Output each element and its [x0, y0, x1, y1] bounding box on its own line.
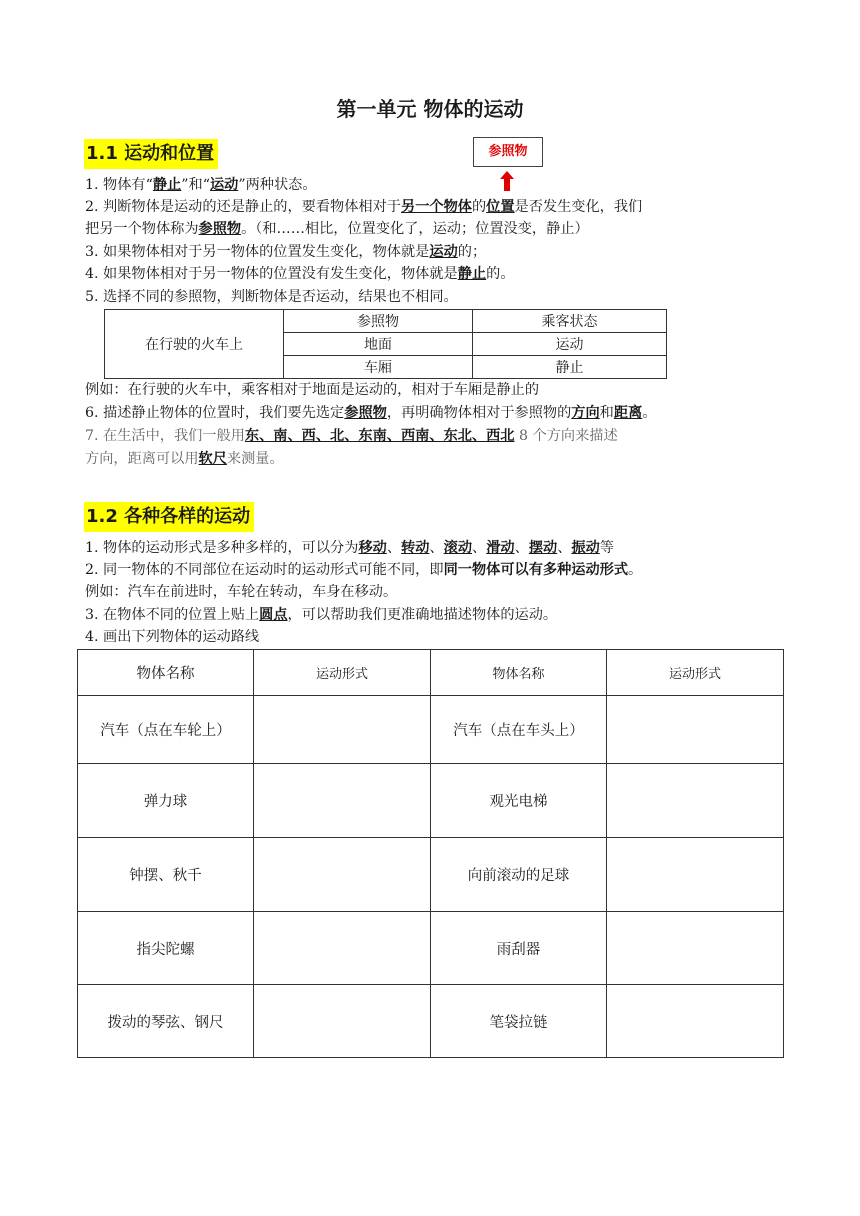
- table-cell: 地面: [284, 333, 473, 356]
- object-name-cell: 向前滚动的足球: [431, 838, 607, 912]
- section-heading-1-1: 1.1 运动和位置: [84, 139, 218, 169]
- table-row: [78, 764, 784, 838]
- text-segment: 、: [386, 540, 402, 556]
- motion-form-cell[interactable]: [607, 985, 784, 1058]
- text-segment: 。（和……相比，位置变化了，运动；位置没变，静止）: [241, 221, 589, 237]
- keyword-text: 滑动: [486, 540, 515, 556]
- text-segment: 。: [628, 562, 643, 578]
- motion-form-cell[interactable]: [254, 696, 431, 764]
- text-segment: 1. 物体的运动形式是多种多样的，可以分为: [85, 540, 359, 556]
- keyword-text: 方向: [571, 405, 600, 421]
- table-cell: 静止: [473, 356, 667, 379]
- line-5: [85, 627, 785, 648]
- line-1: [85, 175, 785, 196]
- motion-path-table: [77, 649, 784, 1058]
- line-3: [85, 219, 785, 240]
- text-segment: 6. 描述静止物体的位置时，我们要先选定: [85, 405, 345, 421]
- text-segment: 7. 在生活中，我们一般用: [85, 428, 245, 444]
- text-segment: 3. 在物体不同的位置上贴上: [85, 607, 260, 623]
- text-segment: 方向，距离可以用: [85, 451, 199, 467]
- motion-form-cell[interactable]: [254, 838, 431, 912]
- table-cell: 车厢: [284, 356, 473, 379]
- text-segment: 2. 判断物体是运动的还是静止的，要看物体相对于: [85, 199, 401, 215]
- text-segment: 的。: [486, 266, 515, 282]
- table-cell: 运动: [473, 333, 667, 356]
- text-segment: 8 个方向来描述: [514, 428, 618, 444]
- table-header-cell: 参照物: [284, 310, 473, 333]
- table-header-cell: 乘客状态: [473, 310, 667, 333]
- text-segment: ，可以帮助我们更准确地描述物体的运动。: [287, 607, 558, 623]
- keyword-text: 另一个物体: [401, 199, 472, 215]
- text-segment: ”两种状态。: [238, 177, 317, 193]
- text-segment: ”和“: [181, 177, 210, 193]
- text-segment: 4. 画出下列物体的运动路线: [85, 629, 260, 645]
- text-segment: 例如：在行驶的火车中，乘客相对于地面是运动的，相对于车厢是静止的: [85, 382, 540, 398]
- reference-object-box: 参照物: [473, 137, 543, 167]
- keyword-text: 转动: [401, 540, 430, 556]
- motion-form-cell[interactable]: [254, 764, 431, 838]
- text-segment: 、: [557, 540, 572, 556]
- line-6: [85, 287, 785, 308]
- text-segment: 的: [471, 199, 487, 215]
- table-row: [78, 985, 784, 1058]
- table-header-cell: 物体名称: [431, 650, 607, 696]
- object-name-cell: 笔袋拉链: [431, 985, 607, 1058]
- line-7: [85, 403, 785, 424]
- table-row-label: 在行驶的火车上: [105, 310, 284, 379]
- page-title: 第一单元 物体的运动: [336, 97, 524, 121]
- line-9: [85, 449, 785, 470]
- line-4: [85, 242, 785, 263]
- text-segment: 的；: [457, 244, 487, 260]
- keyword-text: 静止: [152, 177, 182, 193]
- text-segment: 把另一个物体称为: [85, 221, 199, 237]
- keyword-text: 运动: [209, 177, 239, 193]
- object-name-cell: 拨动的琴弦、钢尺: [78, 985, 254, 1058]
- keyword-text: 位置: [486, 199, 515, 215]
- text-segment: 例如：汽车在前进时，车轮在转动，车身在移动。: [85, 584, 398, 600]
- object-name-cell: 汽车（点在车轮上）: [78, 696, 254, 764]
- motion-form-cell[interactable]: [607, 696, 784, 764]
- text-segment: 来测量。: [226, 451, 284, 467]
- table-row: [78, 838, 784, 912]
- table-row: [78, 696, 784, 764]
- line-8: [85, 426, 785, 447]
- keyword-text: 软尺: [198, 451, 227, 467]
- object-name-cell: 指尖陀螺: [78, 912, 254, 985]
- section-heading-1-2: 1.2 各种各样的运动: [84, 502, 254, 532]
- reference-table: [104, 309, 667, 379]
- text-segment: 2. 同一物体的不同部位在运动时的运动形式可能不同，即: [85, 562, 444, 578]
- text-segment: ，再明确物体相对于参照物的: [386, 405, 572, 421]
- keyword-text: 振动: [571, 540, 600, 556]
- keyword-text: 静止: [457, 266, 487, 282]
- keyword-text: 参照物: [344, 405, 387, 421]
- object-name-cell: 雨刮器: [431, 912, 607, 985]
- motion-form-cell[interactable]: [254, 912, 431, 985]
- table-header-cell: 物体名称: [78, 650, 254, 696]
- object-name-cell: 钟摆、秋千: [78, 838, 254, 912]
- keyword-text: 参照物: [198, 221, 242, 237]
- line-example: [85, 380, 785, 401]
- text-segment: 、: [429, 540, 444, 556]
- keyword-text: 摆动: [528, 540, 558, 556]
- motion-form-cell[interactable]: [607, 838, 784, 912]
- motion-form-cell[interactable]: [254, 985, 431, 1058]
- text-segment: 是否发生变化，我们: [514, 199, 643, 215]
- text-segment: 4. 如果物体相对于另一物体的位置没有发生变化，物体就是: [85, 266, 458, 282]
- object-name-cell: 弹力球: [78, 764, 254, 838]
- table-row: [78, 912, 784, 985]
- keyword-text: 移动: [358, 540, 387, 556]
- keyword-text: 距离: [613, 405, 643, 421]
- line-2: [85, 197, 785, 218]
- text-segment: 等: [599, 540, 614, 556]
- text-segment: 、: [472, 540, 487, 556]
- object-name-cell: 汽车（点在车头上）: [431, 696, 607, 764]
- keyword-text: 东、南、西、北、东南、西南、东北、西北: [244, 428, 515, 444]
- text-segment: 3. 如果物体相对于另一物体的位置发生变化，物体就是: [85, 244, 430, 260]
- text-segment: 5. 选择不同的参照物，判断物体是否运动，结果也不相同。: [85, 289, 458, 305]
- table-header-cell: 运动形式: [254, 650, 431, 696]
- keyword-text: 运动: [429, 244, 458, 260]
- text-segment: 和: [599, 405, 614, 421]
- keyword-text: 圆点: [259, 607, 288, 623]
- line-1: [85, 538, 785, 559]
- text-segment: 1. 物体有“: [85, 177, 153, 193]
- line-3: [85, 582, 785, 603]
- text-segment: 。: [642, 405, 657, 421]
- keyword-text: 同一物体可以有多种运动形式: [443, 562, 629, 578]
- line-4: [85, 605, 785, 626]
- line-2: [85, 560, 785, 581]
- table-header-cell: 运动形式: [607, 650, 784, 696]
- keyword-text: 滚动: [443, 540, 473, 556]
- line-5: [85, 264, 785, 285]
- text-segment: 、: [514, 540, 529, 556]
- motion-form-cell[interactable]: [607, 912, 784, 985]
- table-header-row: [78, 650, 784, 696]
- object-name-cell: 观光电梯: [431, 764, 607, 838]
- motion-form-cell[interactable]: [607, 764, 784, 838]
